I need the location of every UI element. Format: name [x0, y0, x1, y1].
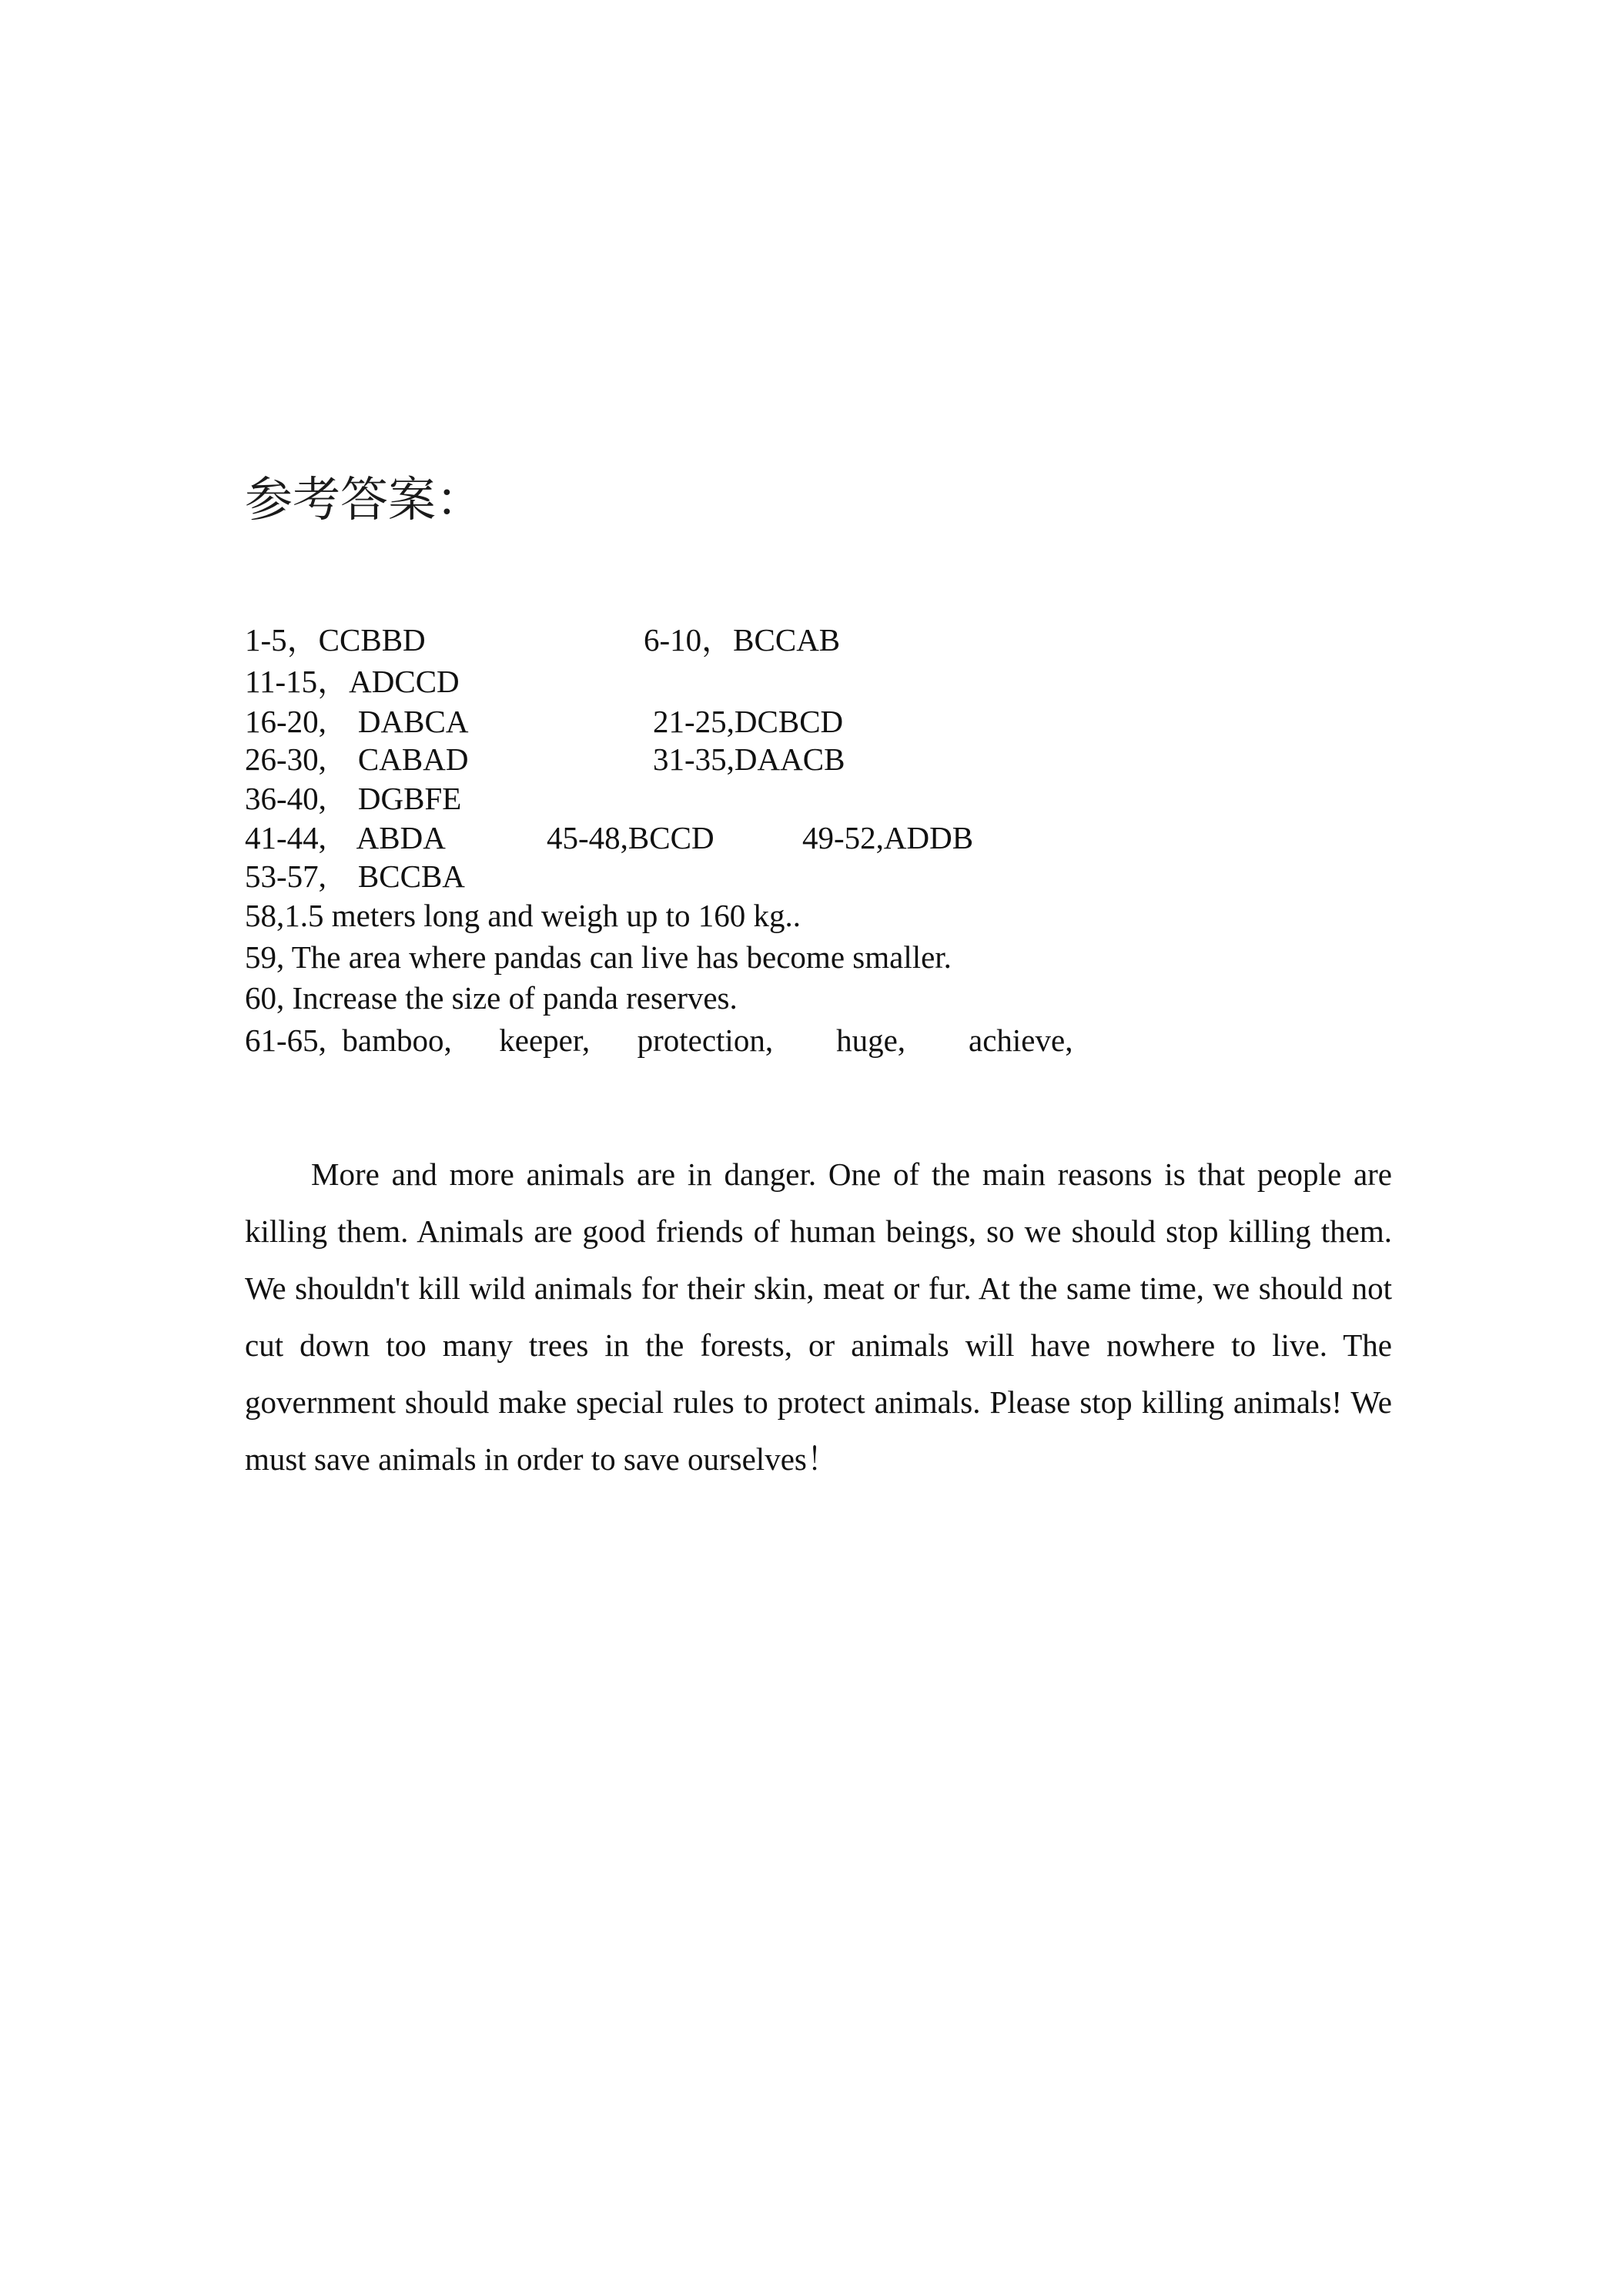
page-title: 参考答案： — [245, 471, 484, 527]
answer-line — [0, 740, 1623, 778]
answer-line — [0, 896, 1623, 935]
answer-entry: 16-20, DABCA — [245, 704, 469, 739]
answer-line — [0, 779, 1623, 818]
answer-line — [0, 662, 1623, 701]
answer-entry: 53-57, BCCBA — [245, 858, 465, 894]
answer-entry: 26-30, CABAD — [245, 741, 469, 777]
essay-paragraph: More and more animals are in danger. One of the main reasons is that people are killing them. Animals are good friends of human beings, so we should stop killing them. We shouldn't kill wild animals for their skin, meat or fur. At the same time, we should not cut down too many trees in the forests, or animals will have nowhere to live. The government should make special rules to protect animals. Please stop killing animals! We must save animals in order to save ourselves！ — [245, 1156, 1392, 1477]
answer-entry: 6-10，BCCAB — [644, 622, 841, 658]
answer-entry: 49-52,ADDB — [802, 820, 974, 855]
answer-line — [0, 818, 1623, 857]
answer-line — [0, 1021, 1623, 1059]
answer-line — [0, 979, 1623, 1017]
answer-entry: 1-5，CCBBD — [245, 622, 426, 658]
answer-entry: 11-15，ADCCD — [245, 664, 460, 699]
answer-line — [0, 857, 1623, 895]
answer-entry: 36-40, DGBFE — [245, 781, 462, 816]
answer-entry: 61-65, bamboo, keeper, protection, huge, achieve, — [245, 1022, 1073, 1058]
answer-entry: 31-35,DAACB — [653, 741, 845, 777]
answer-line — [0, 938, 1623, 976]
answer-line — [0, 702, 1623, 741]
answer-line — [0, 621, 1623, 659]
answer-entry: 59, The area where pandas can live has become smaller. — [245, 939, 952, 975]
answer-entry: 41-44, ABDA — [245, 820, 446, 855]
answer-entry: 45-48,BCCD — [547, 820, 714, 855]
answer-entry: 21-25,DCBCD — [653, 704, 844, 739]
answer-entry: 58,1.5 meters long and weigh up to 160 kg.. — [245, 898, 801, 933]
answer-entry: 60, Increase the size of panda reserves. — [245, 980, 738, 1016]
